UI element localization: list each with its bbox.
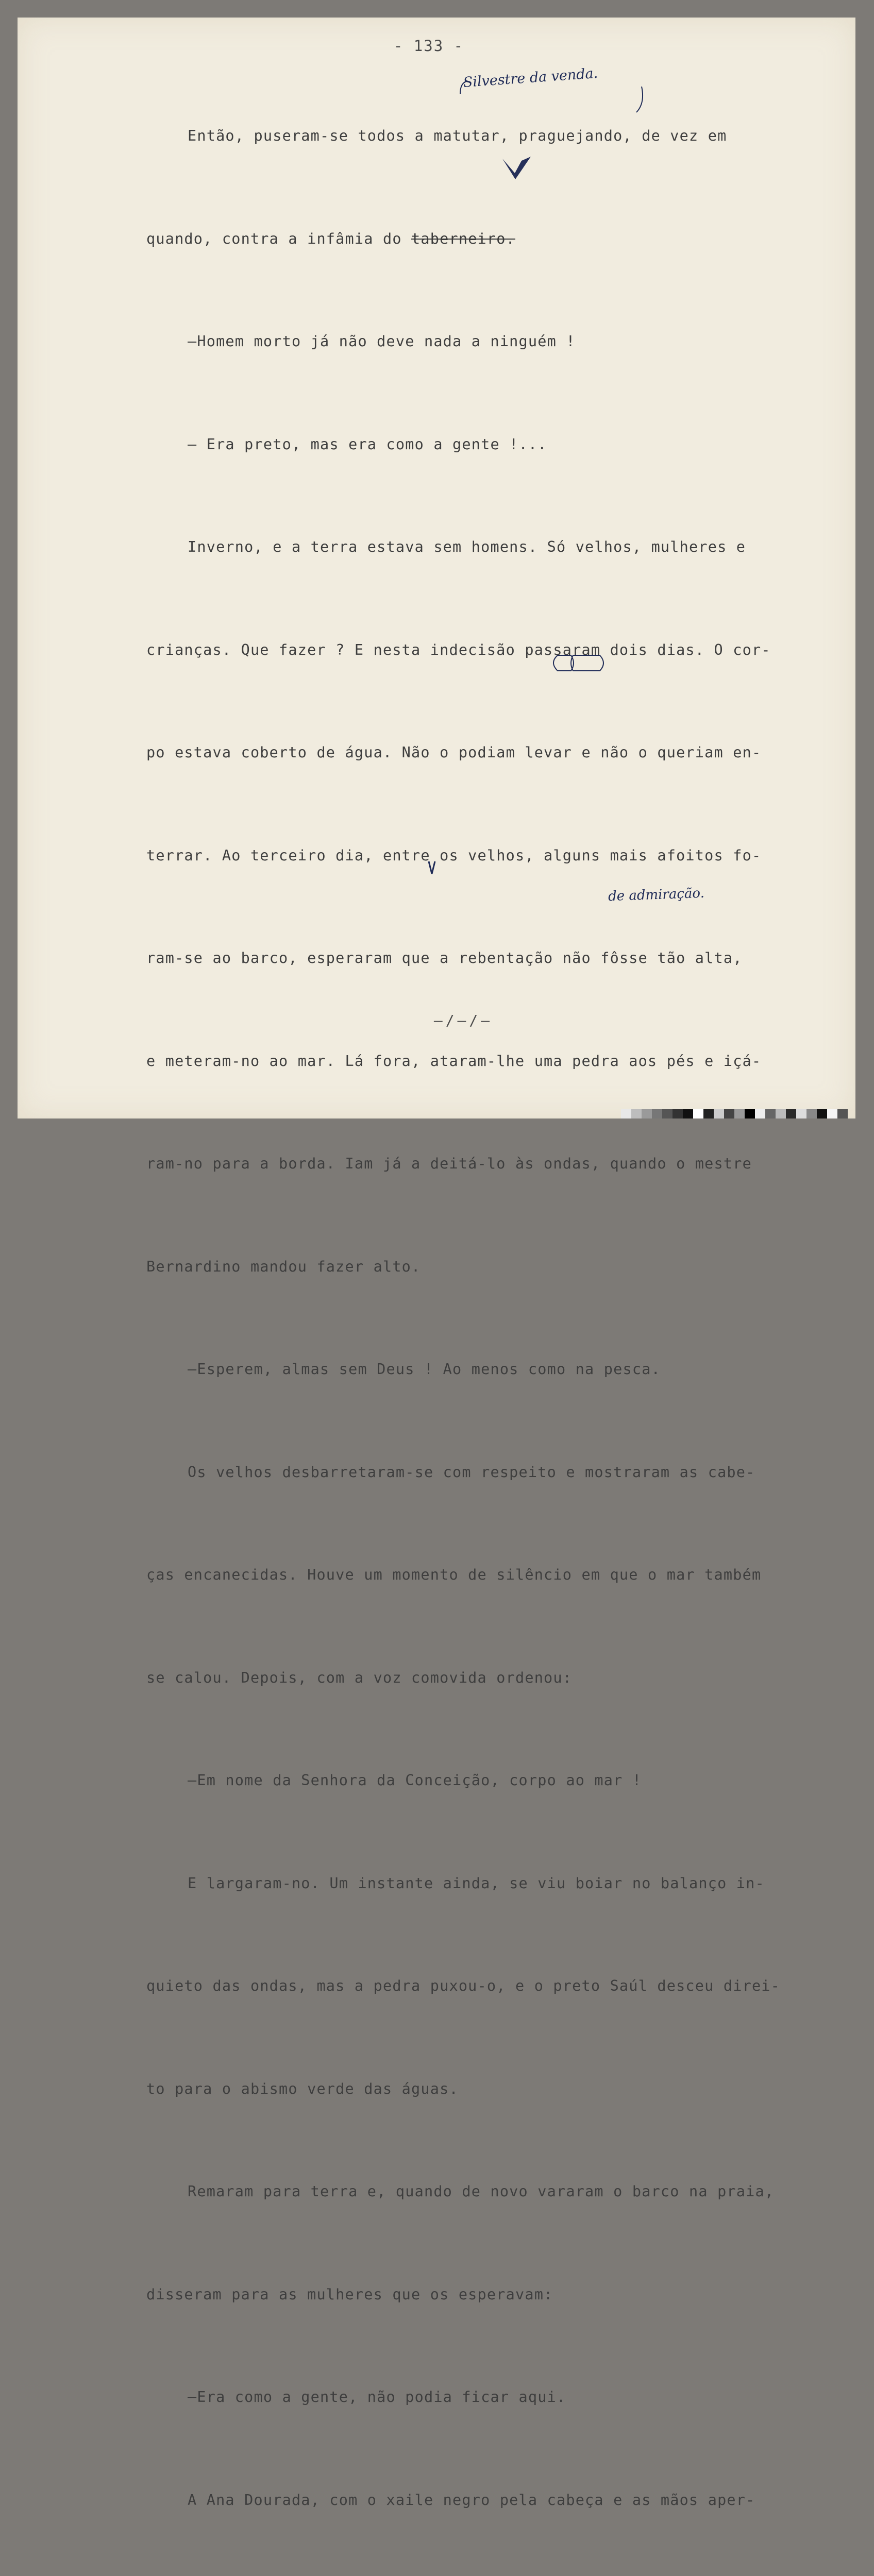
text-line: —Homem morto já não deve nada a ninguém ! [188, 333, 576, 350]
text-line: terrar. Ao terceiro dia, entre os velhos, alguns mais afoitos fo- [146, 846, 762, 864]
color-calibration-strip [621, 1109, 848, 1118]
typescript-body [146, 50, 858, 2576]
text-line: Os velhos desbarretaram-se com respeito e mostraram as cabe- [188, 1463, 755, 1481]
text-line: se calou. Depois, com a voz comovida ordenou: [146, 1669, 573, 1686]
handwritten-annotation: de admiração. [608, 885, 705, 905]
text-line: Inverno, e a terra estava sem homens. Só velhos, mulheres e [188, 538, 746, 555]
text-line: ças encanecidas. Houve um momento de silêncio em que o mar também [146, 1566, 762, 1583]
text-line: E largaram-no. Um instante ainda, se viu boiar no balanço in- [188, 1874, 765, 1892]
handwritten-annotation: Silvestre da venda. [462, 65, 599, 91]
text-line: —Esperem, almas sem Deus ! Ao menos como na pesca. [188, 1361, 661, 1378]
text-line: Remaram para terra e, quando de novo vararam o barco na praia, [188, 2183, 775, 2200]
text-line: A Ana Dourada, com o xaile negro pela cabeça e as mãos aper- [188, 2491, 755, 2509]
end-mark: —/—/— [433, 1012, 493, 1029]
text-line: quieto das ondas, mas a pedra puxou-o, e o preto Saúl desceu direi- [146, 1977, 781, 1994]
page-number: - 133 - [393, 37, 464, 55]
text-line: —Em nome da Senhora da Conceição, corpo ao mar ! [188, 1772, 642, 1789]
text-line: —Era como a gente, não podia ficar aqui. [188, 2388, 566, 2405]
text-line: po estava coberto de água. Não o podiam levar e não o queriam en- [146, 744, 762, 761]
text-line: Então, puseram-se todos a matutar, praguejando, de vez em [188, 127, 727, 144]
text-line: Bernardino mandou fazer alto. [146, 1258, 421, 1275]
text-line: crianças. Que fazer ? E nesta indecisão passaram dois dias. O cor- [146, 641, 771, 658]
text-line: ram-no para a borda. Iam já a deitá-lo às ondas, quando o mestre [146, 1155, 752, 1172]
struck-word: taberneiro. [411, 230, 515, 247]
text-line: e meteram-no ao mar. Lá fora, ataram-lhe uma pedra aos pés e içá- [146, 1052, 762, 1070]
text-line: disseram para as mulheres que os esperavam: [146, 2285, 553, 2303]
text-line: to para o abismo verde das águas. [146, 2080, 459, 2097]
text-line: quando, contra a infâmia do taberneiro. [146, 230, 515, 247]
text-line: — Era preto, mas era como a gente !... [188, 435, 547, 453]
text-line: ram-se ao barco, esperaram que a rebentação não fôsse tão alta, [146, 950, 743, 967]
